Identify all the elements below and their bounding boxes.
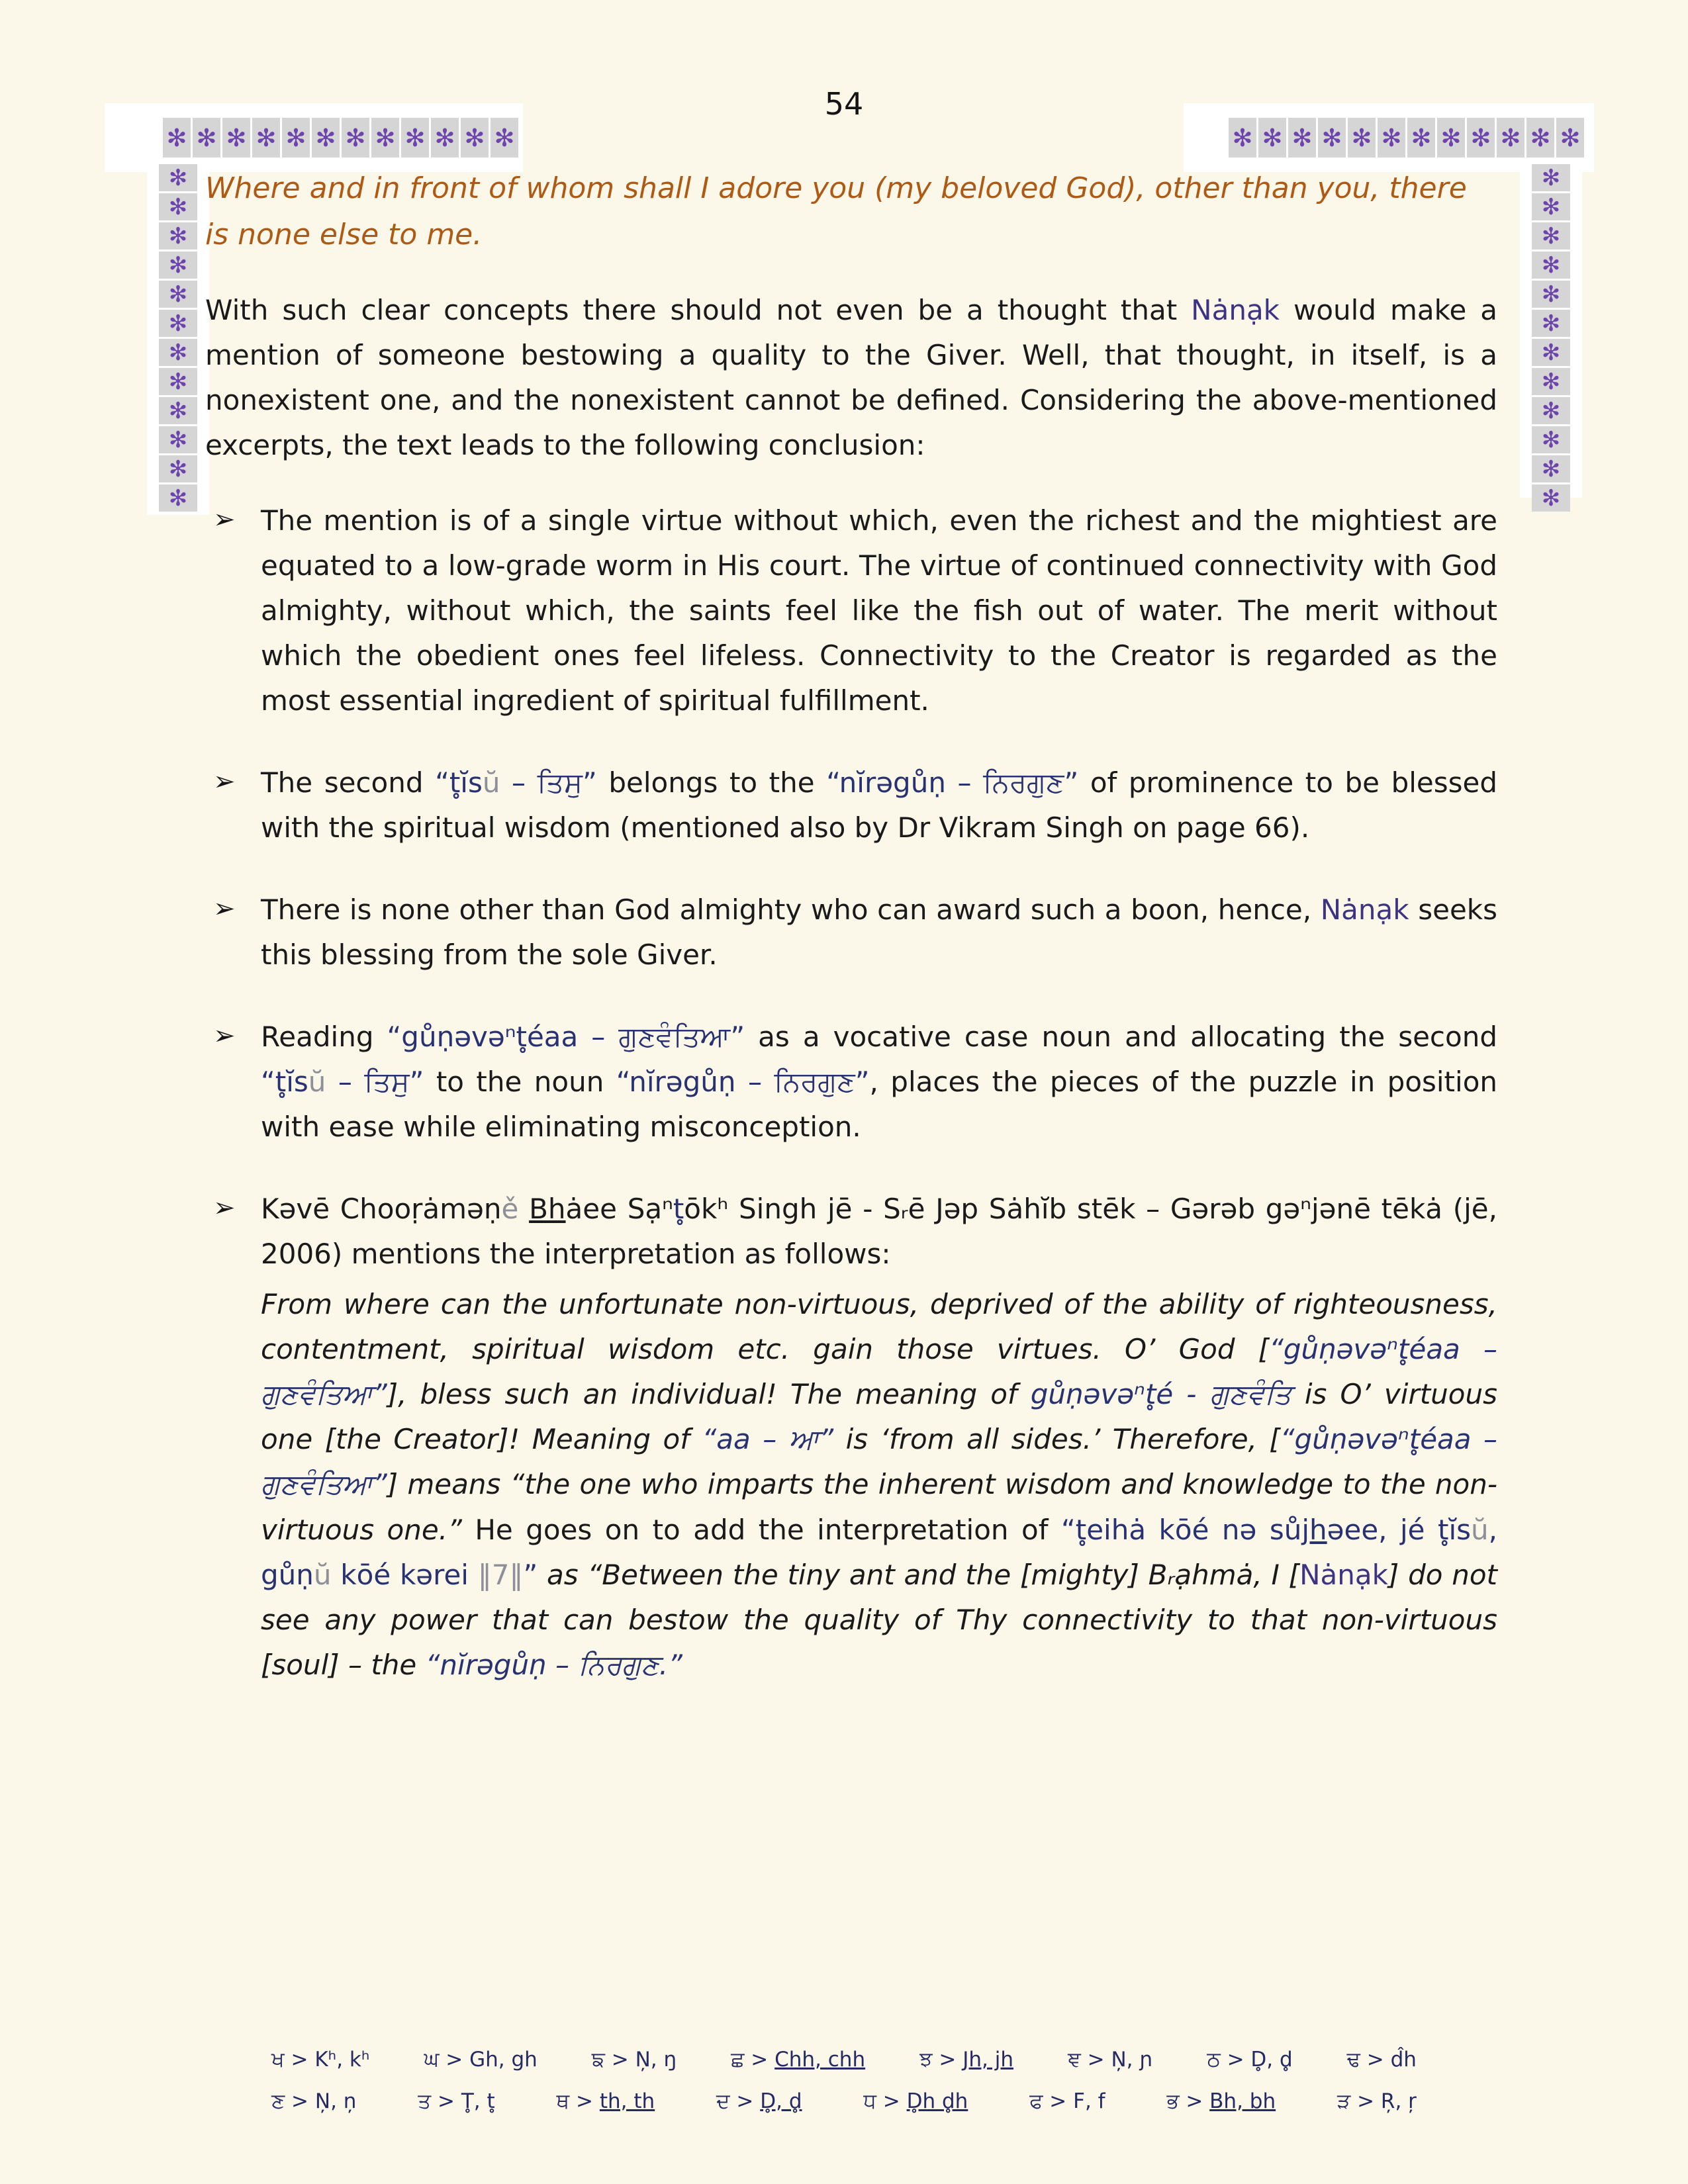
text-run: ȧee Sạⁿ <box>565 1193 673 1226</box>
page-number: 54 <box>824 86 864 122</box>
text-run: The mention is of a single virtue without which, even the richest and the mightiest are equated to a low-grade worm in His court. The virtue of continued connectivity with God almighty, without which, the saints feel like the fish out of water. The merit without which the obedient ones feel lifeless. Connectivity to the Creator is regarded as the most essential ingredient of spiritual fulfillment. <box>261 504 1497 717</box>
text-run: ] do not see any power that can bestow the quality of Thy connectivity to that non-virtuous [soul] – the <box>261 1558 1497 1681</box>
translit-map-item <box>1068 2044 1152 2075</box>
intro-paragraph <box>205 288 1497 468</box>
bullet-arrow-icon: ➢ <box>213 504 236 535</box>
text-run: ŭ <box>482 766 500 799</box>
gurmukhi-letter: ੜ > <box>1336 2089 1381 2113</box>
flower-ornament-icon: ✻ <box>159 281 197 308</box>
text-run: Nȧnạk <box>1320 893 1409 927</box>
text-run: “t̥ĭs <box>435 766 483 799</box>
text-run: gůṇəvəⁿt̥é - ਗੁਣਵੰਤਿ <box>1030 1378 1291 1411</box>
text-run: “Between the tiny ant and the [mighty] Bᵣạhmȧ, I [ <box>587 1558 1300 1591</box>
bullet-item-4 <box>205 1015 1497 1150</box>
flower-ornament-icon: ✻ <box>1532 281 1570 308</box>
bullet-item-3 <box>205 887 1497 978</box>
flower-ornament-icon: ✻ <box>1532 426 1570 453</box>
flower-ornament-icon: ✻ <box>1258 118 1286 158</box>
latin-transliteration: Jh, jh <box>962 2048 1014 2071</box>
flower-ornament-icon: ✻ <box>159 368 197 395</box>
text-run: ] means “the one who imparts the inherent wisdom and knowledge to the non-virtuous one.” <box>261 1468 1497 1546</box>
gurmukhi-letter: ਖ > <box>271 2048 315 2071</box>
flower-ornament-icon: ✻ <box>1532 397 1570 424</box>
translit-map-item <box>557 2086 655 2117</box>
top-right-flower-border <box>1229 118 1584 158</box>
flower-ornament-icon: ✻ <box>159 397 197 424</box>
gurmukhi-letter: ਤ > <box>418 2089 461 2113</box>
text-run: With such clear concepts there should not even be a thought that <box>205 293 1192 326</box>
translit-map-item <box>1347 2044 1417 2075</box>
translit-map-item <box>1166 2086 1276 2117</box>
bullet-arrow-icon: ➢ <box>213 766 236 797</box>
translit-map-item <box>863 2086 968 2117</box>
flower-ornament-icon: ✻ <box>1532 368 1570 395</box>
text-run: “nĭrəgůṇ – ਨਿਰਗੁਣ.” <box>425 1648 682 1681</box>
gurmukhi-letter: ਦ > <box>716 2089 761 2113</box>
flower-ornament-icon: ✻ <box>342 118 369 158</box>
text-run: is O’ virtuous one [the Creator]! Meaning of <box>261 1378 1498 1456</box>
text-run: to the noun <box>424 1066 616 1099</box>
conclusion-bullet-list <box>205 498 1497 1688</box>
latin-transliteration: D̥, d̥ <box>1250 2048 1293 2071</box>
latin-transliteration: Gh, gh <box>469 2048 538 2071</box>
text-run: əee, jé t̥ĭs <box>1327 1513 1472 1546</box>
flower-ornament-icon: ✻ <box>1532 222 1570 250</box>
flower-ornament-icon: ✻ <box>371 118 399 158</box>
text-run: From where can the unfortunate non-virtuous, deprived of the ability of righteousness, contentment, spiritual wisdom etc. gain those virtues. O’ God [ <box>261 1288 1497 1366</box>
text-run: seeks this blessing from the sole Giver. <box>261 893 1497 972</box>
bullet-item-1 <box>205 498 1497 723</box>
top-left-flower-border <box>163 118 518 158</box>
latin-transliteration: Ŗ, ŗ <box>1380 2089 1417 2113</box>
flower-ornament-icon: ✻ <box>1532 193 1570 220</box>
translated-verse-quote: Where and in front of whom shall I adore you (my beloved God), other than you, there is none else to me. <box>205 171 1467 252</box>
latin-transliteration: Chh, chh <box>774 2048 866 2071</box>
text-run: of prominence to be blessed with the spiritual wisdom (mentioned also by Dr Vikram Singh on page 66). <box>261 766 1498 844</box>
flower-ornament-icon: ✻ <box>159 484 197 512</box>
flower-ornament-icon: ✻ <box>159 426 197 453</box>
flower-ornament-icon: ✻ <box>1532 339 1570 366</box>
flower-ornament-icon: ✻ <box>1378 118 1405 158</box>
translit-map-item <box>271 2086 356 2117</box>
gurmukhi-letter: ਭ > <box>1166 2089 1210 2113</box>
flower-ornament-icon: ✻ <box>1497 118 1524 158</box>
citation-intro-text <box>261 1187 1497 1277</box>
latin-transliteration: Bh, bh <box>1209 2089 1276 2113</box>
text-run: ě <box>501 1193 519 1226</box>
gurmukhi-letter: ਥ > <box>556 2089 600 2113</box>
text-run: – ਤਿਸੁ” <box>500 766 597 799</box>
flower-ornament-icon: ✻ <box>159 222 197 250</box>
text-run: “gůṇəvəⁿt̥éaa – ਗੁਣਵੰਤਿਆ” <box>261 1333 1497 1411</box>
flower-ornament-icon: ✻ <box>1229 118 1256 158</box>
flower-ornament-icon: ✻ <box>1288 118 1316 158</box>
latin-transliteration: d̂h <box>1390 2048 1417 2071</box>
text-run: , places the pieces of the puzzle in position with ease while eliminating misconception. <box>261 1066 1498 1144</box>
text-run: There is none other than God almighty who can award such a boon, hence, <box>261 893 1321 927</box>
text-run: ōkʰ Singh jē - Sᵣē Jəp Sȧhĭb stēk – Gərəb gəⁿjənē tēkȧ (jē, 2006) mentions the interpretation as follows: <box>261 1193 1497 1271</box>
left-flower-border <box>159 164 197 512</box>
flower-ornament-icon: ✻ <box>1437 118 1465 158</box>
bullet-text <box>261 504 1497 717</box>
flower-ornament-icon: ✻ <box>401 118 429 158</box>
text-run: as a vocative case noun and allocating the second <box>745 1021 1497 1054</box>
flower-ornament-icon: ✻ <box>159 455 197 482</box>
latin-transliteration: F, f <box>1073 2089 1105 2113</box>
bullet-item-5 <box>205 1187 1497 1687</box>
bullet-item-2 <box>205 760 1497 850</box>
text-run: The second <box>261 766 436 799</box>
text-run: as <box>538 1558 588 1591</box>
text-run: ” <box>523 1558 538 1591</box>
latin-transliteration: Ņ, ŋ <box>635 2048 677 2071</box>
text-run: – ਤਿਸੁ” <box>326 1066 424 1099</box>
text-run: “gůṇəvəⁿt̥éaa – ਗੁਣਵੰਤਿਆ” <box>387 1021 745 1054</box>
text-run: Reading <box>261 1021 387 1054</box>
bullet-text <box>261 766 1497 844</box>
flower-ornament-icon: ✻ <box>159 310 197 337</box>
text-run: jh <box>1301 1513 1327 1546</box>
flower-ornament-icon: ✻ <box>312 118 340 158</box>
gurmukhi-letter: ਛ > <box>731 2048 775 2071</box>
translit-map-item <box>919 2044 1013 2075</box>
text-run: He goes on to add the interpretation of <box>475 1513 1061 1546</box>
flower-ornament-icon: ✻ <box>1532 310 1570 337</box>
flower-ornament-icon: ✻ <box>1467 118 1495 158</box>
text-run: is ‘from all sides.’ Therefore, [ <box>833 1423 1280 1456</box>
flower-ornament-icon: ✻ <box>159 339 197 366</box>
gurmukhi-letter: ਧ > <box>863 2089 907 2113</box>
translit-map-item <box>1207 2044 1292 2075</box>
latin-transliteration: Ņ, ɲ <box>1111 2048 1153 2071</box>
translit-map-item <box>1029 2086 1105 2117</box>
bullet-arrow-icon: ➢ <box>213 893 236 925</box>
cited-interpretation-text <box>261 1282 1497 1687</box>
translit-map-item <box>592 2044 677 2075</box>
translit-map-item <box>271 2044 369 2075</box>
translit-map-item <box>716 2086 802 2117</box>
gurmukhi-letter: ਣ > <box>271 2089 315 2113</box>
bullet-arrow-icon: ➢ <box>213 1193 236 1224</box>
text-run: belongs to the <box>596 766 827 799</box>
text-run: Bh <box>529 1193 566 1226</box>
text-run: Kəvē Chooṛȧməṇ <box>261 1193 502 1226</box>
latin-transliteration: D̥, d̥ <box>760 2089 802 2113</box>
flower-ornament-icon: ✻ <box>1407 118 1435 158</box>
flower-ornament-icon: ✻ <box>1532 455 1570 482</box>
latin-transliteration: D̥h d̥h <box>906 2089 968 2113</box>
transliteration-key-row-2 <box>271 2086 1417 2117</box>
text-run: kōé kərei <box>331 1558 478 1591</box>
bullet-arrow-icon: ➢ <box>213 1021 236 1052</box>
text-run: “t̥eihȧ kōé nə sů <box>1060 1513 1302 1546</box>
flower-ornament-icon: ✻ <box>491 118 518 158</box>
latin-transliteration: th, th <box>599 2089 655 2113</box>
transliteration-key <box>0 2044 1688 2127</box>
translit-map-item <box>424 2044 537 2075</box>
text-run: “nĭrəgůṇ – ਨਿਰਗੁਣ” <box>616 1066 870 1099</box>
latin-transliteration: T̥, t̥ <box>461 2089 495 2113</box>
gurmukhi-letter: ਢ > <box>1346 2048 1391 2071</box>
flower-ornament-icon: ✻ <box>1318 118 1346 158</box>
text-run: ], bless such an individual! The meaning of <box>387 1378 1031 1411</box>
flower-ornament-icon: ✻ <box>252 118 280 158</box>
gurmukhi-letter: ਝ > <box>919 2048 963 2071</box>
flower-ornament-icon: ✻ <box>1348 118 1376 158</box>
gurmukhi-letter: ਘ > <box>424 2048 470 2071</box>
flower-ornament-icon: ✻ <box>193 118 220 158</box>
flower-ornament-icon: ✻ <box>1556 118 1584 158</box>
text-run: Nȧnạk <box>1299 1558 1388 1591</box>
latin-transliteration: Ņ, ņ <box>314 2089 357 2113</box>
transliteration-key-row-1 <box>271 2044 1417 2075</box>
bullet-text <box>261 1021 1497 1143</box>
gurmukhi-letter: ਙ > <box>591 2048 635 2071</box>
flower-ornament-icon: ✻ <box>163 118 191 158</box>
flower-ornament-icon: ✻ <box>1532 164 1570 191</box>
text-run: ŭ <box>308 1066 326 1099</box>
text-run: , gůṇ <box>261 1513 1497 1591</box>
flower-ornament-icon: ✻ <box>461 118 489 158</box>
bullet-text <box>261 893 1497 971</box>
flower-ornament-icon: ✻ <box>159 164 197 191</box>
text-run: “gůṇəvəⁿt̥éaa – ਗੁਣਵੰਤਿਆ” <box>261 1423 1497 1501</box>
translit-map-item <box>1337 2086 1417 2117</box>
text-run: “aa – ਆ” <box>702 1423 834 1456</box>
text-run <box>518 1193 529 1225</box>
page-content <box>205 165 1497 1688</box>
gurmukhi-letter: ਞ > <box>1067 2048 1111 2071</box>
flower-ornament-icon: ✻ <box>1532 484 1570 512</box>
translit-map-item <box>418 2086 494 2117</box>
right-flower-border <box>1532 164 1570 512</box>
gurmukhi-letter: ਫ > <box>1029 2089 1074 2113</box>
translit-map-item <box>731 2044 865 2075</box>
flower-ornament-icon: ✻ <box>1532 251 1570 279</box>
text-run: ŭ <box>313 1558 332 1591</box>
text-run: “nĭrəgůṇ – ਨਿਰਗੁਣ” <box>826 766 1079 799</box>
text-run: ‖7‖ <box>477 1558 524 1591</box>
flower-ornament-icon: ✻ <box>159 193 197 220</box>
text-run: “t̥ĭs <box>261 1066 308 1099</box>
text-run: Nȧnạk <box>1191 293 1280 326</box>
flower-ornament-icon: ✻ <box>159 251 197 279</box>
flower-ornament-icon: ✻ <box>1526 118 1554 158</box>
flower-ornament-icon: ✻ <box>282 118 310 158</box>
text-run: ŭ <box>1471 1513 1489 1546</box>
latin-transliteration: Kʰ, kʰ <box>314 2048 370 2071</box>
text-run: would make a mention of someone bestowing a quality to the Giver. Well, that thought, in itself, is a nonexistent one, and the nonexistent cannot be defined. Considering the above-mentioned excerpts, the text leads to the following conclusion: <box>205 293 1498 461</box>
flower-ornament-icon: ✻ <box>431 118 459 158</box>
text-run: t̥ <box>673 1193 684 1226</box>
flower-ornament-icon: ✻ <box>222 118 250 158</box>
gurmukhi-letter: ਠ > <box>1207 2048 1251 2071</box>
